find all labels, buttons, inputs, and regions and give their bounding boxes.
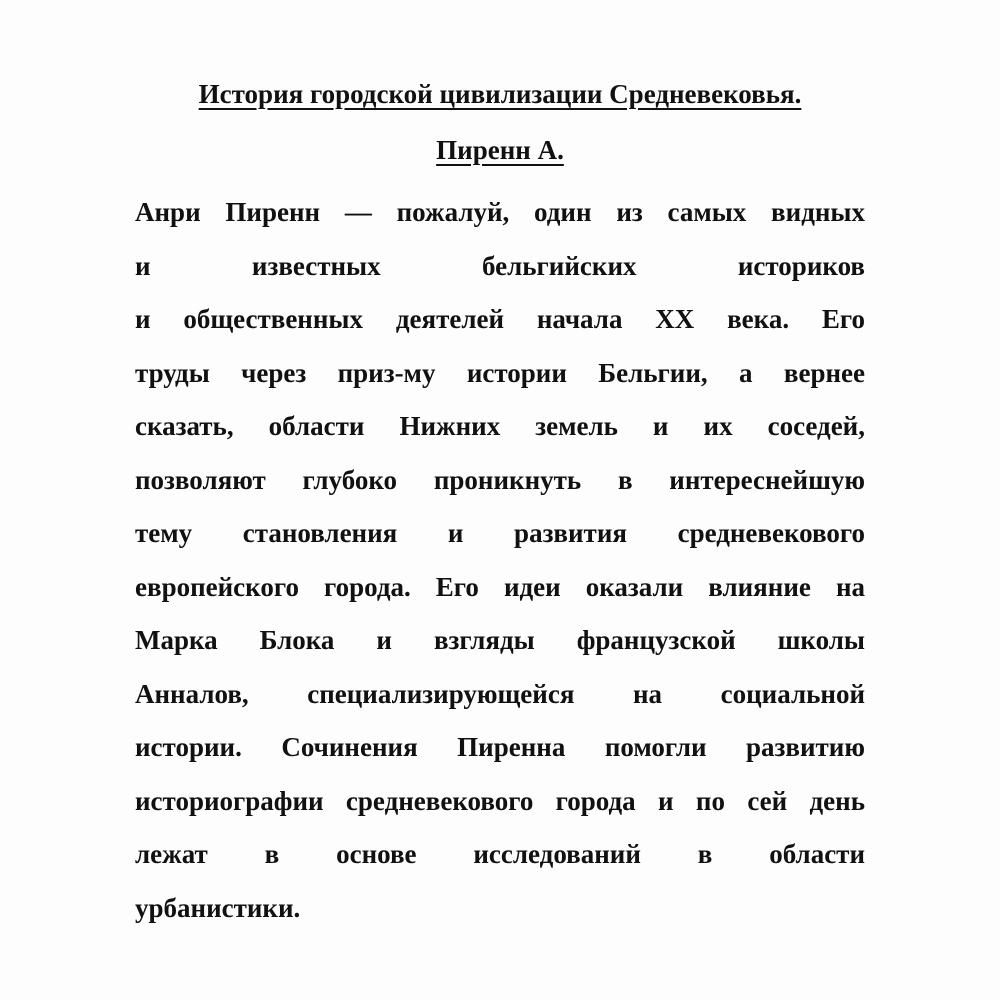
paragraph-line: истории. Сочинения Пиренна помогли развитию (135, 732, 865, 762)
paragraph-line: позволяют глубоко проникнуть в интереснейшую (135, 464, 865, 495)
paragraph-line: урбанистики. (135, 892, 301, 923)
title-line-2: Пиренн А. (436, 135, 564, 165)
paragraph-line: европейского города. Его идеи оказали влияние на (135, 571, 865, 602)
paragraph-line: и общественных деятелей начала XX века. Его (135, 304, 865, 334)
paragraph-line: Марка Блока и взгляды французской школы (135, 625, 865, 655)
paragraph-line: Анналов, специализирующейся на социальной (135, 678, 865, 709)
paragraph-line: лежат в основе исследований в области (135, 839, 865, 869)
paragraph-line: сказать, области Нижних земель и их соседей, (135, 411, 865, 441)
paragraph-line: историографии средневекового города и по сей день (135, 785, 865, 816)
paragraph-line: труды через приз-му истории Бельгии, а вернее (135, 357, 865, 388)
paragraph-line: и известных бельгийских историков (135, 250, 865, 281)
paragraph-line: Анри Пиренн — пожалуй, один из самых видных (135, 197, 865, 227)
paragraph-line: тему становления и развития средневекового (135, 518, 865, 548)
body-paragraph (135, 186, 865, 935)
title-line-1: История городской цивилизации Средневековья. (198, 79, 802, 109)
document-title (0, 66, 1000, 178)
